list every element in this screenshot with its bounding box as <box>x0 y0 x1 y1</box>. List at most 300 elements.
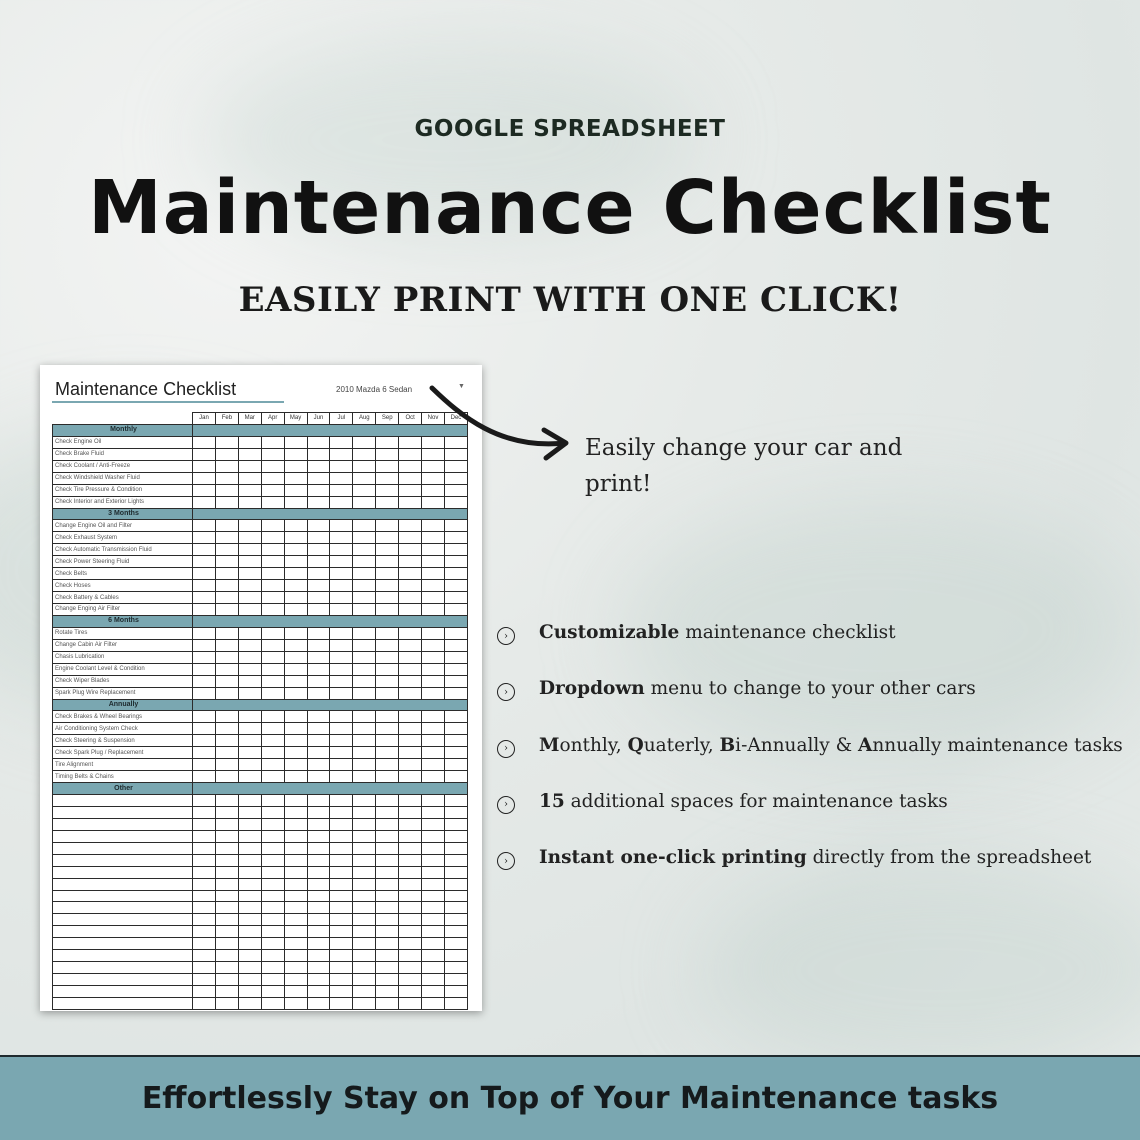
check-cell <box>307 568 330 580</box>
check-cell <box>330 711 353 723</box>
check-cell <box>215 914 238 926</box>
check-cell <box>444 604 467 616</box>
check-cell <box>422 639 445 651</box>
check-cell <box>422 890 445 902</box>
table-row <box>53 962 468 974</box>
check-cell <box>399 866 422 878</box>
check-cell <box>422 687 445 699</box>
check-cell <box>215 556 238 568</box>
check-cell <box>193 723 216 735</box>
month-header: Feb <box>215 413 238 425</box>
check-cell <box>193 436 216 448</box>
check-cell <box>238 806 261 818</box>
check-cell <box>261 747 284 759</box>
section-header: Monthly <box>53 424 193 436</box>
check-cell <box>399 986 422 998</box>
check-cell <box>238 556 261 568</box>
check-cell <box>307 950 330 962</box>
table-row <box>53 854 468 866</box>
check-cell <box>193 544 216 556</box>
task-label: Check Steering & Suspension <box>53 735 193 747</box>
check-cell <box>353 436 376 448</box>
check-cell <box>444 496 467 508</box>
task-label: Change Engine Oil and Filter <box>53 520 193 532</box>
check-cell <box>193 651 216 663</box>
check-cell <box>444 806 467 818</box>
check-cell <box>284 986 307 998</box>
table-row <box>53 890 468 902</box>
check-cell <box>238 914 261 926</box>
check-cell <box>376 795 399 807</box>
table-row <box>53 986 468 998</box>
check-cell <box>330 938 353 950</box>
check-cell <box>284 950 307 962</box>
table-row <box>53 604 468 616</box>
check-cell <box>330 687 353 699</box>
month-header: Sep <box>376 413 399 425</box>
check-cell <box>307 747 330 759</box>
check-cell <box>353 496 376 508</box>
check-cell <box>353 997 376 1009</box>
check-cell <box>307 627 330 639</box>
section-header: 6 Months <box>53 615 193 627</box>
section-header-row <box>53 783 468 795</box>
check-cell <box>193 496 216 508</box>
check-cell <box>215 962 238 974</box>
check-cell <box>261 556 284 568</box>
check-cell <box>353 580 376 592</box>
check-cell <box>261 568 284 580</box>
check-cell <box>215 520 238 532</box>
task-label: Check Exhaust System <box>53 532 193 544</box>
check-cell <box>444 878 467 890</box>
chevron-right-circle-icon: › <box>497 740 515 758</box>
check-cell <box>307 496 330 508</box>
check-cell <box>307 663 330 675</box>
eyebrow-label: GOOGLE SPREADSHEET <box>414 116 726 142</box>
check-cell <box>284 627 307 639</box>
check-cell <box>353 747 376 759</box>
task-label: Check Brakes & Wheel Bearings <box>53 711 193 723</box>
check-cell <box>330 866 353 878</box>
check-cell <box>330 902 353 914</box>
feature-text-bold: A <box>858 734 873 756</box>
check-cell <box>261 675 284 687</box>
check-cell <box>261 639 284 651</box>
task-label <box>53 962 193 974</box>
check-cell <box>330 759 353 771</box>
task-label: Check Hoses <box>53 580 193 592</box>
check-cell <box>238 890 261 902</box>
check-cell <box>307 687 330 699</box>
check-cell <box>444 687 467 699</box>
task-label: Check Spark Plug / Replacement <box>53 747 193 759</box>
check-cell <box>399 795 422 807</box>
check-cell <box>261 818 284 830</box>
check-cell <box>193 520 216 532</box>
check-cell <box>307 472 330 484</box>
check-cell <box>376 663 399 675</box>
check-cell <box>261 902 284 914</box>
car-dropdown-value: 2010 Mazda 6 Sedan <box>336 385 413 394</box>
table-row <box>53 914 468 926</box>
check-cell <box>422 962 445 974</box>
check-cell <box>215 878 238 890</box>
check-cell <box>376 520 399 532</box>
check-cell <box>399 651 422 663</box>
footer-tagline: Effortlessly Stay on Top of Your Maintenance tasks <box>141 1081 999 1116</box>
check-cell <box>215 902 238 914</box>
check-cell <box>261 723 284 735</box>
table-row <box>53 436 468 448</box>
task-label <box>53 878 193 890</box>
check-cell <box>307 962 330 974</box>
feature-text-part: nnually maintenance tasks <box>872 734 1123 756</box>
feature-text-part: additional spaces for maintenance tasks <box>564 790 948 812</box>
task-label <box>53 938 193 950</box>
table-row <box>53 938 468 950</box>
check-cell <box>215 842 238 854</box>
check-cell <box>193 711 216 723</box>
check-cell <box>444 663 467 675</box>
check-cell <box>193 795 216 807</box>
table-row <box>53 830 468 842</box>
check-cell <box>238 472 261 484</box>
check-cell <box>422 830 445 842</box>
check-cell <box>376 472 399 484</box>
month-header: Jan <box>193 413 216 425</box>
check-cell <box>376 436 399 448</box>
spreadsheet-preview <box>40 365 482 1011</box>
check-cell <box>353 830 376 842</box>
task-label: Chasis Lubrication <box>53 651 193 663</box>
check-cell <box>353 472 376 484</box>
month-header: Aug <box>353 413 376 425</box>
check-cell <box>422 556 445 568</box>
check-cell <box>261 651 284 663</box>
check-cell <box>444 747 467 759</box>
check-cell <box>238 675 261 687</box>
check-cell <box>284 472 307 484</box>
check-cell <box>376 962 399 974</box>
check-cell <box>399 687 422 699</box>
task-label <box>53 997 193 1009</box>
check-cell <box>193 472 216 484</box>
task-label: Engine Coolant Level & Condition <box>53 663 193 675</box>
table-row <box>53 592 468 604</box>
table-row <box>53 663 468 675</box>
check-cell <box>215 472 238 484</box>
check-cell <box>422 735 445 747</box>
table-row <box>53 926 468 938</box>
check-cell <box>284 902 307 914</box>
check-cell <box>284 663 307 675</box>
check-cell <box>193 914 216 926</box>
check-cell <box>238 902 261 914</box>
check-cell <box>330 627 353 639</box>
check-cell <box>215 568 238 580</box>
check-cell <box>444 568 467 580</box>
check-cell <box>330 568 353 580</box>
check-cell <box>444 771 467 783</box>
check-cell <box>261 842 284 854</box>
check-cell <box>215 806 238 818</box>
check-cell <box>376 950 399 962</box>
check-cell <box>330 950 353 962</box>
check-cell <box>422 723 445 735</box>
check-cell <box>353 544 376 556</box>
sheet-title-underline <box>52 401 284 403</box>
check-cell <box>330 639 353 651</box>
check-cell <box>353 520 376 532</box>
table-row <box>53 974 468 986</box>
check-cell <box>307 890 330 902</box>
check-cell <box>261 938 284 950</box>
check-cell <box>215 663 238 675</box>
check-cell <box>399 568 422 580</box>
table-row <box>53 520 468 532</box>
check-cell <box>376 568 399 580</box>
check-cell <box>353 902 376 914</box>
check-cell <box>422 878 445 890</box>
table-row <box>53 448 468 460</box>
task-label: Tire Alignment <box>53 759 193 771</box>
check-cell <box>307 878 330 890</box>
check-cell <box>284 890 307 902</box>
check-cell <box>399 818 422 830</box>
check-cell <box>444 723 467 735</box>
check-cell <box>193 460 216 472</box>
task-label: Timing Belts & Chains <box>53 771 193 783</box>
check-cell <box>444 544 467 556</box>
check-cell <box>284 830 307 842</box>
month-header: Jul <box>330 413 353 425</box>
check-cell <box>376 687 399 699</box>
check-cell <box>330 484 353 496</box>
check-cell <box>193 735 216 747</box>
check-cell <box>215 627 238 639</box>
check-cell <box>376 747 399 759</box>
check-cell <box>376 627 399 639</box>
check-cell <box>193 902 216 914</box>
check-cell <box>215 747 238 759</box>
check-cell <box>330 974 353 986</box>
check-cell <box>238 759 261 771</box>
check-cell <box>215 735 238 747</box>
check-cell <box>399 580 422 592</box>
feature-text-part: menu to change to your other cars <box>644 678 976 700</box>
check-cell <box>215 997 238 1009</box>
check-cell <box>284 914 307 926</box>
check-cell <box>330 651 353 663</box>
table-row <box>53 544 468 556</box>
feature-text <box>539 735 1123 756</box>
check-cell <box>330 795 353 807</box>
check-cell <box>307 675 330 687</box>
check-cell <box>353 568 376 580</box>
check-cell <box>422 806 445 818</box>
check-cell <box>376 496 399 508</box>
check-cell <box>353 484 376 496</box>
check-cell <box>307 436 330 448</box>
check-cell <box>307 651 330 663</box>
month-header: Dec <box>444 413 467 425</box>
check-cell <box>399 472 422 484</box>
check-cell <box>399 460 422 472</box>
check-cell <box>444 472 467 484</box>
check-cell <box>307 735 330 747</box>
check-cell <box>284 544 307 556</box>
check-cell <box>193 687 216 699</box>
check-cell <box>376 997 399 1009</box>
check-cell <box>330 496 353 508</box>
check-cell <box>399 806 422 818</box>
check-cell <box>238 950 261 962</box>
check-cell <box>330 986 353 998</box>
check-cell <box>444 520 467 532</box>
check-cell <box>284 806 307 818</box>
check-cell <box>193 878 216 890</box>
task-label <box>53 950 193 962</box>
check-cell <box>422 759 445 771</box>
check-cell <box>284 460 307 472</box>
check-cell <box>284 496 307 508</box>
check-cell <box>353 842 376 854</box>
check-cell <box>353 950 376 962</box>
check-cell <box>422 496 445 508</box>
check-cell <box>422 544 445 556</box>
check-cell <box>215 532 238 544</box>
check-cell <box>261 496 284 508</box>
check-cell <box>193 771 216 783</box>
check-cell <box>238 568 261 580</box>
check-cell <box>215 950 238 962</box>
check-cell <box>238 711 261 723</box>
check-cell <box>330 580 353 592</box>
check-cell <box>307 926 330 938</box>
check-cell <box>261 926 284 938</box>
check-cell <box>330 854 353 866</box>
check-cell <box>215 986 238 998</box>
check-cell <box>399 532 422 544</box>
check-cell <box>376 974 399 986</box>
check-cell <box>422 818 445 830</box>
check-cell <box>422 997 445 1009</box>
table-row <box>53 771 468 783</box>
check-cell <box>330 460 353 472</box>
check-cell <box>353 651 376 663</box>
check-cell <box>399 842 422 854</box>
check-cell <box>284 580 307 592</box>
check-cell <box>284 962 307 974</box>
section-header: 3 Months <box>53 508 193 520</box>
check-cell <box>307 460 330 472</box>
table-row <box>53 950 468 962</box>
check-cell <box>215 592 238 604</box>
table-row <box>53 651 468 663</box>
check-cell <box>376 735 399 747</box>
check-cell <box>422 974 445 986</box>
check-cell <box>422 866 445 878</box>
check-cell <box>261 997 284 1009</box>
check-cell <box>193 830 216 842</box>
check-cell <box>444 866 467 878</box>
check-cell <box>330 818 353 830</box>
check-cell <box>399 974 422 986</box>
callout-note: Easily change your car and print! <box>585 435 903 497</box>
check-cell <box>376 556 399 568</box>
check-cell <box>330 962 353 974</box>
check-cell <box>238 604 261 616</box>
chevron-right-circle-icon: › <box>497 796 515 814</box>
check-cell <box>330 663 353 675</box>
check-cell <box>284 974 307 986</box>
check-cell <box>399 997 422 1009</box>
check-cell <box>284 448 307 460</box>
check-cell <box>307 795 330 807</box>
feature-text-part: onthly, <box>559 734 628 756</box>
task-label <box>53 842 193 854</box>
check-cell <box>284 436 307 448</box>
check-cell <box>193 938 216 950</box>
check-cell <box>376 448 399 460</box>
check-cell <box>307 639 330 651</box>
table-row <box>53 795 468 807</box>
check-cell <box>330 675 353 687</box>
check-cell <box>422 902 445 914</box>
check-cell <box>399 890 422 902</box>
check-cell <box>444 735 467 747</box>
task-label <box>53 890 193 902</box>
check-cell <box>353 818 376 830</box>
check-cell <box>353 663 376 675</box>
check-cell <box>444 592 467 604</box>
chevron-right-circle-icon: › <box>497 852 515 870</box>
check-cell <box>307 532 330 544</box>
check-cell <box>444 484 467 496</box>
check-cell <box>353 448 376 460</box>
check-cell <box>193 627 216 639</box>
section-header-row <box>53 699 468 711</box>
check-cell <box>422 675 445 687</box>
table-row <box>53 532 468 544</box>
table-row <box>53 556 468 568</box>
check-cell <box>261 950 284 962</box>
check-cell <box>353 735 376 747</box>
feature-list <box>497 622 1123 903</box>
check-cell <box>330 747 353 759</box>
check-cell <box>330 890 353 902</box>
check-cell <box>353 723 376 735</box>
check-cell <box>399 663 422 675</box>
check-cell <box>353 460 376 472</box>
check-cell <box>261 520 284 532</box>
check-cell <box>261 806 284 818</box>
check-cell <box>307 938 330 950</box>
task-label: Check Engine Oil <box>53 436 193 448</box>
check-cell <box>399 902 422 914</box>
check-cell <box>238 520 261 532</box>
check-cell <box>376 711 399 723</box>
table-row <box>53 711 468 723</box>
section-header-fill <box>193 783 468 795</box>
section-header-fill <box>193 615 468 627</box>
check-cell <box>444 639 467 651</box>
check-cell <box>376 842 399 854</box>
check-cell <box>193 986 216 998</box>
check-cell <box>330 735 353 747</box>
check-cell <box>376 890 399 902</box>
